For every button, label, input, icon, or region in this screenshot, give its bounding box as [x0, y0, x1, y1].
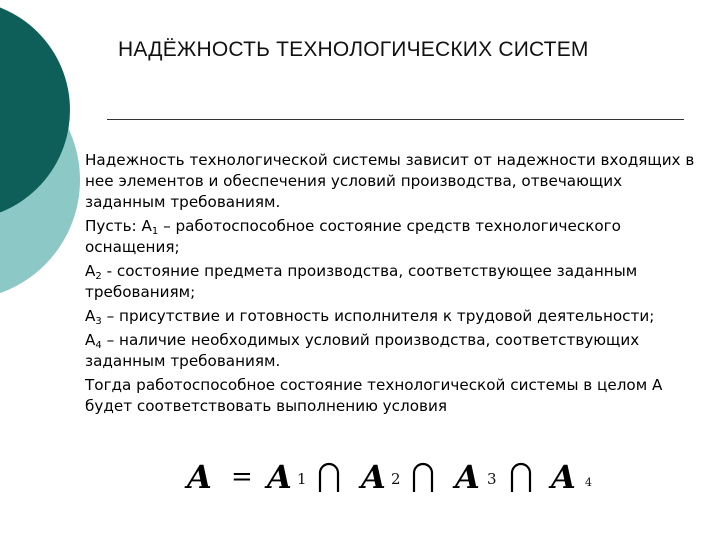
paragraph-text: Тогда работоспособное состояние технологической системы в целом А будет соответствовать выполнению условия	[85, 376, 663, 415]
subscript: 2	[95, 271, 102, 282]
paragraph-text: - состояние предмета производства, соответствующее заданным требованиям;	[85, 262, 638, 301]
paragraph-text: А	[85, 331, 96, 349]
paragraph-a3	[85, 306, 705, 327]
intersection-icon	[509, 462, 533, 492]
paragraph-a2	[85, 261, 705, 303]
formula-term-index: 2	[391, 470, 401, 488]
formula-term-symbol: A	[551, 458, 576, 496]
intersection-icon	[411, 462, 435, 492]
formula-equals: =	[231, 462, 253, 492]
paragraph-a4	[85, 330, 705, 372]
subscript: 3	[95, 316, 102, 327]
slide-body	[85, 150, 705, 420]
formula-term-symbol: A	[361, 458, 386, 496]
paragraph-conclusion	[85, 375, 705, 417]
intersection-icon	[317, 462, 341, 492]
reliability-formula	[187, 457, 607, 497]
formula-term-symbol: A	[267, 458, 292, 496]
paragraph-text: А	[85, 307, 96, 325]
slide-title: НАДЁЖНОСТЬ ТЕХНОЛОГИЧЕСКИХ СИСТЕМ	[118, 38, 589, 61]
formula-term-index: 4	[585, 476, 592, 489]
paragraph-text: А	[85, 262, 96, 280]
paragraph-intro	[85, 150, 705, 213]
formula-lhs: A	[187, 458, 212, 496]
paragraph-a1	[85, 216, 705, 258]
paragraph-text: – наличие необходимых условий производства, соответствующих заданным требованиям.	[85, 331, 640, 370]
formula-term-symbol: A	[455, 458, 480, 496]
title-divider	[107, 119, 684, 120]
paragraph-text: Пусть: А	[85, 217, 152, 235]
subscript: 4	[95, 340, 102, 351]
formula-term-index: 3	[487, 470, 497, 488]
formula-term-index: 1	[297, 470, 307, 488]
paragraph-text: – работоспособное состояние средств технологического оснащения;	[85, 217, 621, 256]
paragraph-text: Надежность технологической системы зависит от надежности входящих в нее элементов и обеспечения условий производства, отвечающих заданным требованиям.	[85, 151, 695, 211]
subscript: 1	[151, 226, 159, 237]
paragraph-text: – присутствие и готовность исполнителя к трудовой деятельности;	[101, 307, 655, 325]
